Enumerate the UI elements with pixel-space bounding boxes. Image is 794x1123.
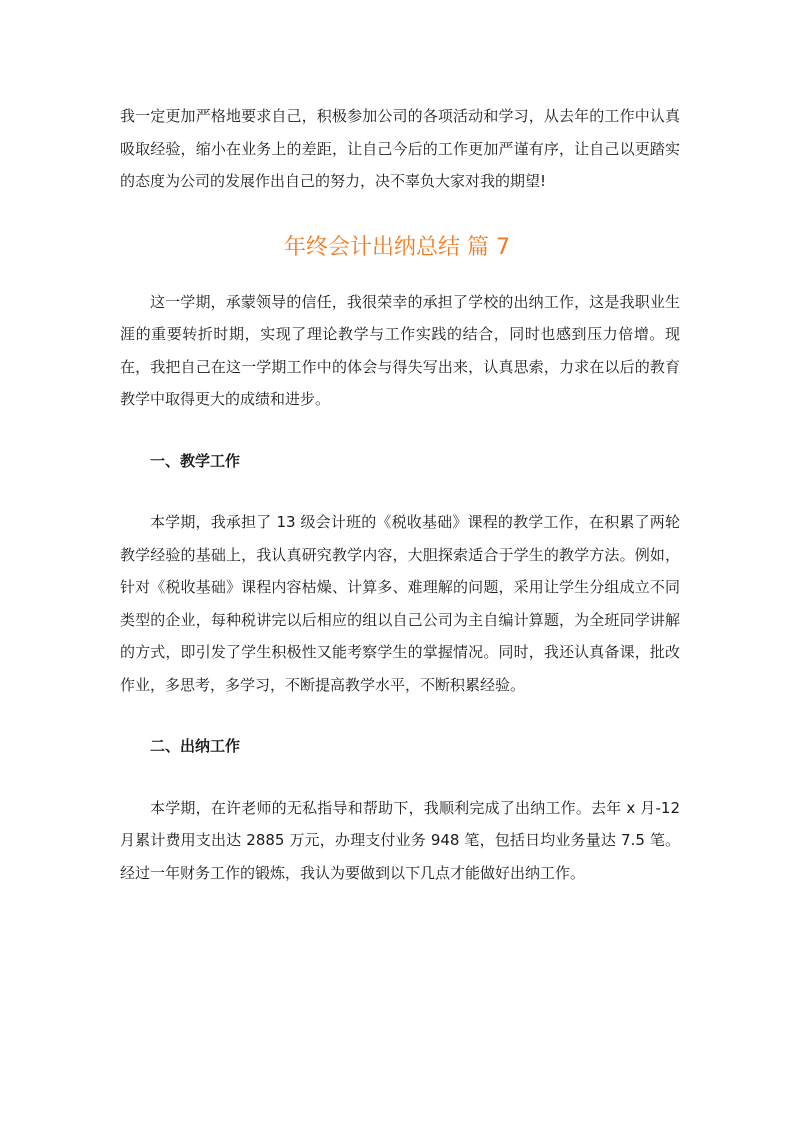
section-title: 年终会计出纳总结 篇 7 <box>284 234 510 260</box>
heading-teaching-work: 一、教学工作 <box>150 451 241 470</box>
intro-paragraph: 我一定更加严格地要求自己，积极参加公司的各项活动和学习，从去年的工作中认真吸取经验，缩小在业务上的差距，让自己今后的工作更加严谨有序，让自己以更踏实的态度为公司的发展作出自己的努力，决不辜负大家对我的期望! <box>120 107 680 190</box>
paragraph-intro-semester: 这一学期，承蒙领导的信任，我很荣幸的承担了学校的出纳工作，这是我职业生涯的重要转折时期，实现了理论教学与工作实践的结合，同时也感到压力倍增。现在，我把自己在这一学期工作中的体会与得失写出来，认真思索，力求在以后的教育教学中取得更大的成绩和进步。 <box>120 292 680 408</box>
heading-cashier-work: 二、出纳工作 <box>150 737 241 755</box>
paragraph-teaching-work: 本学期，我承担了 13 级会计班的《税收基础》课程的教学工作，在积累了两轮教学经验的基础上，我认真研究教学内容，大胆探索适合于学生的教学方法。例如，针对《税收基础》课程内容枯燥、计算多、难理解的问题，采用让学生分组成立不同类型的企业，每种税讲完以后相应的组以自己公司为主自编计算题，为全班同学讲解的方式，即引发了学生积极性又能考察学生的掌握情况。同时，我还认真备课，批改作业，多思考，多学习，不断提高教学水平，不断积累经验。 <box>120 513 680 694</box>
paragraph-cashier-work: 本学期，在许老师的无私指导和帮助下，我顺利完成了出纳工作。去年 x 月-12 月累计费用支出达 2885 万元，办理支付业务 948 笔，包括日均业务量达 7.5 笔。经过一年财务工作的锻炼，我认为要做到以下几点才能做好出纳工作。 <box>120 798 680 882</box>
